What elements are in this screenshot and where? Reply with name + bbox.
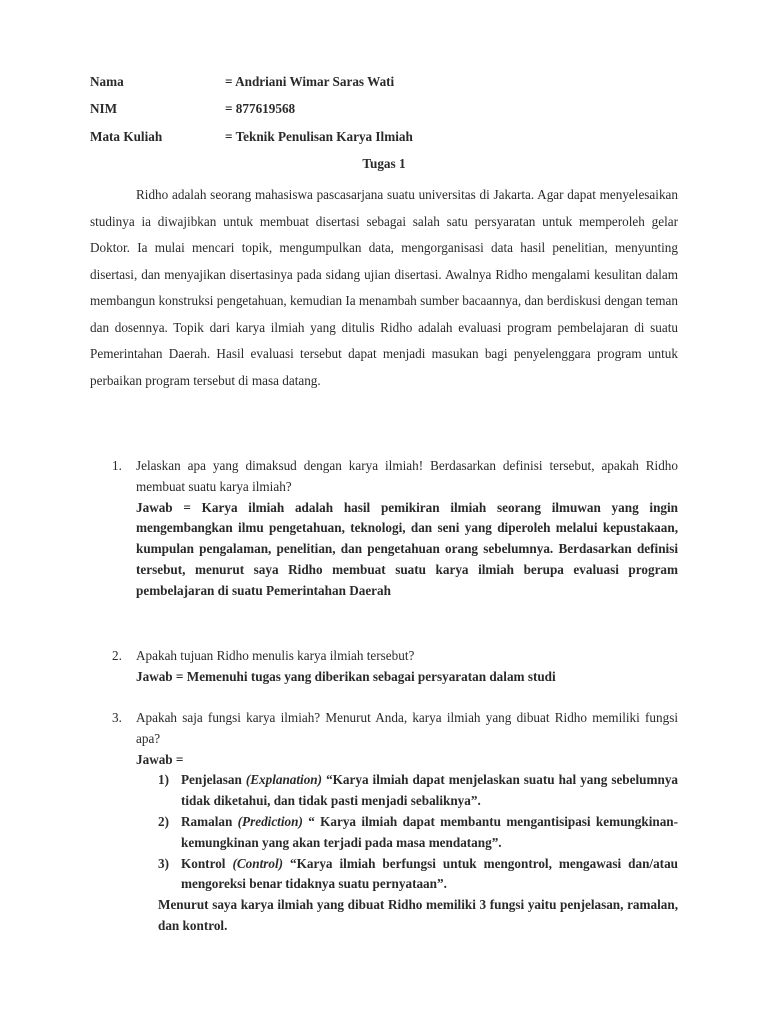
function-description: “ Karya ilmiah dapat membantu mengantisipasi kemungkinan- kemungkinan yang akan terjadi pada masa mendatang”. xyxy=(181,813,679,850)
function-item xyxy=(158,812,678,854)
function-item-number: 1) xyxy=(158,772,169,788)
function-term: Penjelasan xyxy=(181,772,242,788)
matkul-label: Mata Kuliah xyxy=(90,129,163,144)
intro-paragraph: Ridho adalah seorang mahasiswa pascasarjana suatu universitas di Jakarta. Agar dapat menyelesaikan studinya ia diwajibkan untuk membuat disertasi sebagai salah satu persyaratan untuk memperoleh gelar Doktor. Ia mulai mencari topik, mengumpulkan data, mengorganisasi data hasil penelitian, menyunting disertasi, dan menyajikan disertasinya pada sidang ujian disertasi. Awalnya Ridho mengalami kesulitan dalam membangun konstruksi pengetahuan, kemudian Ia menambah sumber bacaannya, dan berdiskusi dengan teman dan dosennya. Topik dari karya ilmiah yang ditulis Ridho adalah evaluasi program pembelajaran di suatu Pemerintahan Daerah. Hasil evaluasi tersebut dapat menjadi masukan bagi penyelenggara program untuk perbaikan program tersebut di masa datang. xyxy=(90,187,678,388)
question-1-number: 1. xyxy=(112,458,122,473)
question-1 xyxy=(112,456,678,602)
function-term-english: (Control) xyxy=(232,855,284,871)
function-term-english: (Prediction) xyxy=(237,813,303,829)
function-item xyxy=(158,854,678,896)
function-term: Kontrol xyxy=(181,855,226,871)
question-3-answer: Jawab = xyxy=(136,751,184,767)
question-2-text: Apakah tujuan Ridho menulis karya ilmiah tersebut? xyxy=(136,648,415,663)
nama-label: Nama xyxy=(90,74,124,89)
question-3 xyxy=(112,708,678,937)
question-2-answer: Jawab = Memenuhi tugas yang diberikan sebagai persyaratan dalam studi xyxy=(136,668,556,684)
function-term-english: (Explanation) xyxy=(245,772,323,788)
nim-label: NIM xyxy=(90,101,118,116)
function-item-number: 2) xyxy=(158,813,169,829)
question-3-number: 3. xyxy=(112,710,122,725)
function-term: Ramalan xyxy=(181,813,233,829)
function-item xyxy=(158,770,678,812)
question-3-text: Apakah saja fungsi karya ilmiah? Menurut Anda, karya ilmiah yang dibuat Ridho memiliki fungsi apa? xyxy=(136,710,678,746)
function-item-number: 3) xyxy=(158,855,169,871)
matkul-value: = Teknik Penulisan Karya Ilmiah xyxy=(225,129,413,144)
nama-value: = Andriani Wimar Saras Wati xyxy=(225,74,395,89)
question-3-conclusion: Menurut saya karya ilmiah yang dibuat Ridho memiliki 3 fungsi yaitu penjelasan, ramalan, dan kontrol. xyxy=(158,897,678,933)
document-title: Tugas 1 xyxy=(362,156,406,171)
question-2-number: 2. xyxy=(112,648,122,663)
function-description: “Karya ilmiah berfungsi untuk mengontrol, mengawasi dan/atau mengoreksi benar tidaknya suatu pernyataan”. xyxy=(181,855,678,892)
question-2 xyxy=(112,646,678,688)
function-description: “Karya ilmiah dapat menjelaskan suatu hal yang sebelumnya tidak diketahui, dan tidak pasti menjadi sebaliknya”. xyxy=(181,772,679,809)
question-1-answer: Jawab = Karya ilmiah adalah hasil pemikiran ilmiah seorang ilmuwan yang ingin mengembangkan ilmu pengetahuan, teknologi, dan seni yang diperoleh melalui kepustakaan, kumpulan pengalaman, penelitian, dan pengetahuan orang sebelumnya. Berdasarkan definisi tersebut, menurut saya Ridho membuat suatu karya ilmiah berupa evaluasi program pembelajaran di suatu Pemerintahan Daerah xyxy=(136,499,678,598)
question-1-text: Jelaskan apa yang dimaksud dengan karya ilmiah! Berdasarkan definisi tersebut, apakah Ridho membuat suatu karya ilmiah? xyxy=(136,458,678,494)
nim-value: = 877619568 xyxy=(225,101,296,116)
